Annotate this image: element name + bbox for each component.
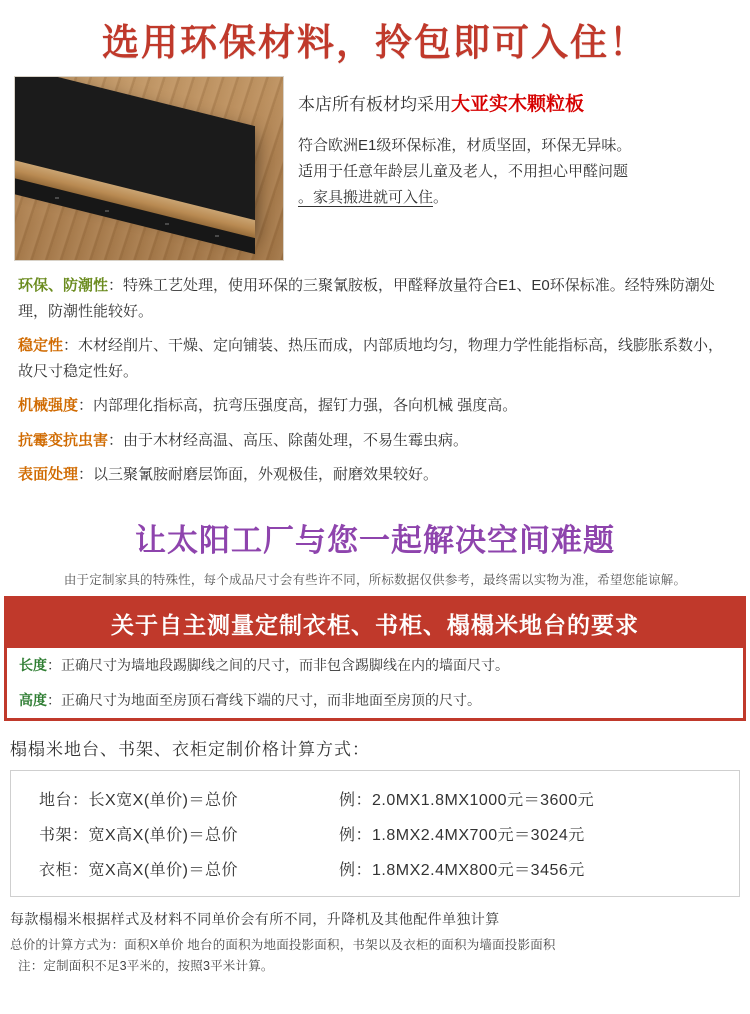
purple-banner-heading: 让太阳工厂与您一起解决空间难题 <box>135 522 615 559</box>
feature-item <box>18 428 732 454</box>
intro-paragraph-line-1: 符合欧洲E1级环保标准，材质坚固，环保无异味。 <box>298 136 632 154</box>
price-row <box>11 781 739 816</box>
price-calculation-note: 总价的计算方式为：面积X单价 地台的面积为地面投影面积，书架以及衣柜的面积为墙面投影面积 <box>10 937 556 952</box>
feature-separator: ： <box>108 277 124 294</box>
requirement-separator: ： <box>47 691 61 708</box>
requirement-text: 正确尺寸为地面至房顶石膏线下端的尺寸，而非地面至房顶的尺寸。 <box>61 691 481 708</box>
feature-list <box>0 261 750 503</box>
requirement-title: 关于自主测量定制衣柜、书柜、榻榻米地台的要求 <box>7 599 743 648</box>
feature-text: 以三聚氰胺耐磨层饰面，外观极佳，耐磨效果较好。 <box>93 466 439 483</box>
requirement-separator: ： <box>47 656 61 673</box>
requirement-label: 长度 <box>19 656 47 673</box>
requirement-row <box>7 648 743 683</box>
chip-speck <box>165 223 169 225</box>
feature-item <box>18 273 732 324</box>
price-formula: 书架：宽X高X(单价)＝总价 <box>39 826 239 844</box>
price-example: 例：1.8MX2.4MX800元＝3456元 <box>339 861 585 879</box>
brand-line-highlight: 大亚实木颗粒板 <box>451 94 585 115</box>
feature-item <box>18 333 732 384</box>
intro-paragraph-line-3-tail: 。 <box>433 189 449 207</box>
intro-text <box>284 76 736 211</box>
page-title: 选用环保材料，拎包即可入住！ <box>102 21 648 64</box>
feature-title: 环保、防潮性 <box>18 277 109 294</box>
price-footnote: 每款榻榻米根据样式及材料不同单价会有所不同，升降机及其他配件单独计算 <box>10 910 500 927</box>
price-example: 例：1.8MX2.4MX700元＝3024元 <box>339 826 585 844</box>
brand-line-prefix: 本店所有板材均采用 <box>298 95 451 114</box>
requirement-label: 高度 <box>19 691 47 708</box>
intro-paragraph-line-3 <box>298 185 736 211</box>
requirement-row <box>7 683 743 718</box>
price-section-heading: 榻榻米地台、书架、衣柜定制价格计算方式： <box>10 739 370 759</box>
price-table <box>10 770 740 897</box>
price-row <box>11 816 739 851</box>
chip-speck <box>55 197 59 199</box>
disclaimer-note: 由于定制家具的特殊性，每个成品尺寸会有些许不同，所标数据仅供参考，最终需以实物为准，希望您能谅解。 <box>63 572 687 587</box>
price-row <box>11 851 739 886</box>
measurement-requirement-box <box>4 596 746 721</box>
intro-underline-text: 。家具搬进就可入住 <box>298 189 434 207</box>
intro-paragraph-line-2: 适用于任意年龄层儿童及老人，不用担心甲醛问题 <box>298 162 629 180</box>
feature-text: 由于木材经高温、高压、除菌处理，不易生霉虫病。 <box>123 431 469 449</box>
intro-paragraph <box>298 133 736 212</box>
price-example: 例：2.0MX1.8MX1000元＝3600元 <box>339 791 595 809</box>
feature-item <box>18 393 732 419</box>
feature-item <box>18 462 732 488</box>
feature-separator: ： <box>78 397 94 414</box>
feature-title: 表面处理 <box>18 466 79 483</box>
requirement-text: 正确尺寸为墙地段踢脚线之间的尺寸，而非包含踢脚线在内的墙面尺寸。 <box>61 656 509 673</box>
price-formula: 衣柜：宽X高X(单价)＝总价 <box>39 861 239 879</box>
feature-title: 机械强度 <box>18 397 79 414</box>
feature-text: 内部理化指标高，抗弯压强度高，握钉力强，各向机械 强度高。 <box>93 397 518 414</box>
intro-section <box>0 76 750 261</box>
feature-separator: ： <box>108 431 124 449</box>
feature-separator: ： <box>63 337 79 354</box>
feature-title: 抗霉变抗虫害 <box>18 431 109 449</box>
feature-text: 木材经削片、干燥、定向铺装、热压而成，内部质地均匀，物理力学性能指标高，线膨胀系数小，故尺寸稳定性好。 <box>18 337 724 380</box>
particle-board-photo <box>14 76 284 261</box>
feature-separator: ： <box>78 466 94 483</box>
brand-line <box>298 92 736 119</box>
price-formula: 地台：长X宽X(单价)＝总价 <box>39 791 239 809</box>
feature-text: 特殊工艺处理，使用环保的三聚氰胺板，甲醛释放量符合E1、E0环保标准。经特殊防潮处理，防潮性能较好。 <box>18 277 715 320</box>
chip-speck <box>105 210 109 212</box>
chip-speck <box>215 235 219 237</box>
feature-title: 稳定性 <box>18 337 64 354</box>
price-minimum-note: 注：定制面积不足3平米的，按照3平米计算。 <box>18 958 274 973</box>
